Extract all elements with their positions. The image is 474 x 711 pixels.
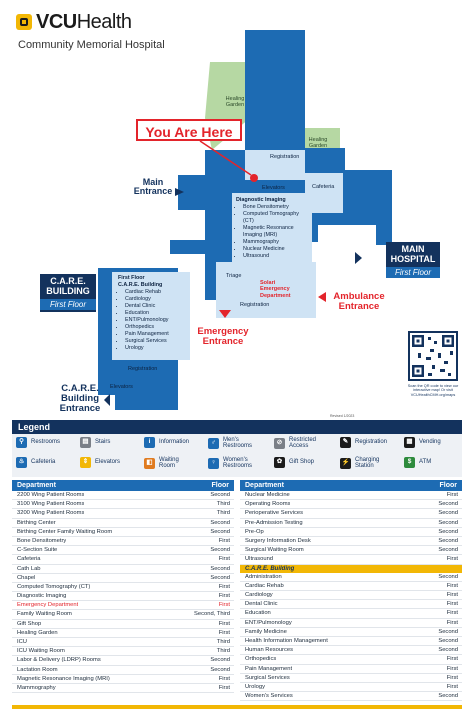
department-name: Nuclear Medicine xyxy=(245,492,290,498)
floor-value: Second xyxy=(210,528,230,535)
table-row xyxy=(240,555,462,564)
legend-label: Restrooms xyxy=(31,439,61,446)
directory-care-rows xyxy=(240,573,462,702)
table-row xyxy=(12,546,234,555)
charging-icon: ⚡ xyxy=(340,458,351,469)
list-item: • Cardiac Rehab xyxy=(125,289,190,296)
department-name: Surgical Waiting Room xyxy=(245,547,304,554)
qr-code-pattern xyxy=(410,333,456,379)
department-name: Dental Clinic xyxy=(245,601,278,608)
legend-item xyxy=(144,457,179,470)
table-row xyxy=(240,600,462,609)
department-name: Urology xyxy=(245,683,265,690)
department-name: ICU Waiting Room xyxy=(17,648,65,655)
table-row xyxy=(240,591,462,600)
floor-value: First xyxy=(446,674,458,681)
floor-value: Second xyxy=(438,638,458,644)
diagnostic-imaging-list xyxy=(236,197,310,260)
care-services-items xyxy=(118,289,190,352)
department-name: Orthopedics xyxy=(245,656,277,663)
department-name: Mammography xyxy=(17,684,56,691)
department-name: Computed Tomography (CT) xyxy=(17,583,91,590)
table-row xyxy=(240,519,462,528)
emergency-entrance-label: Emergency Entrance xyxy=(197,326,249,347)
department-name: 3200 Wing Patient Rooms xyxy=(17,510,85,517)
directory-left-header xyxy=(12,480,234,491)
department-name: Cardiology xyxy=(245,592,273,599)
department-name: Magnetic Resonance Imaging (MRI) xyxy=(17,675,110,682)
floor-value: First xyxy=(218,684,230,691)
floor-value: Second xyxy=(210,519,230,526)
legend-item xyxy=(144,437,189,448)
department-name: Ultrasound xyxy=(245,556,274,563)
table-row xyxy=(12,638,234,647)
table-row xyxy=(240,637,462,646)
table-row xyxy=(12,519,234,528)
vending-icon: ▦ xyxy=(404,437,415,448)
map-footnote: Revised 1/2023 xyxy=(330,414,355,418)
gift-shop-icon: ✿ xyxy=(274,457,285,468)
department-name: ENT/Pulmonology xyxy=(245,619,292,626)
department-name: Operating Rooms xyxy=(245,501,291,508)
floor-value: First xyxy=(446,656,458,663)
floor-value: Third xyxy=(216,639,230,645)
floor-value: Second xyxy=(438,519,458,526)
list-item: • Ultrasound xyxy=(243,253,310,260)
main-first-floor-label: First Floor xyxy=(386,267,440,278)
table-row xyxy=(240,692,462,701)
directory-right-table xyxy=(240,480,462,701)
care-building-box xyxy=(40,274,96,312)
floor-value: First xyxy=(446,592,458,599)
cafeteria-icon: ♨ xyxy=(16,457,27,468)
elevators-label-care: Elevators xyxy=(110,384,133,390)
care-first-floor-label: First Floor xyxy=(40,299,96,310)
floor-value: Second xyxy=(438,547,458,554)
legend-label: Registration xyxy=(355,439,388,446)
table-row xyxy=(12,601,234,610)
floor-value: Second xyxy=(438,628,458,635)
list-item: • Computed Tomography (CT) xyxy=(243,211,310,225)
department-name: Gift Shop xyxy=(17,620,42,627)
legend-item xyxy=(208,437,252,450)
hospital-name: Community Memorial Hospital xyxy=(18,39,165,51)
legend-label: Restricted Access xyxy=(289,437,317,450)
legend-item xyxy=(80,437,110,448)
floor-value: First xyxy=(446,601,458,608)
floor-value: Second xyxy=(438,693,458,700)
ambulance-entrance-label: Ambulance Entrance xyxy=(333,291,385,312)
elevator-icon: ⇕ xyxy=(80,457,91,468)
list-item: • Magnetic Resonance Imaging (MRI) xyxy=(243,225,310,239)
list-item: • Orthopedics xyxy=(125,324,190,331)
legend-item xyxy=(404,437,441,448)
legend-item xyxy=(80,457,120,468)
floor-column-header: Floor xyxy=(439,482,457,489)
floor-value: Second, Third xyxy=(194,611,230,618)
table-row xyxy=(240,528,462,537)
department-name: Birthing Center xyxy=(17,519,56,526)
you-are-here-label: You Are Here xyxy=(136,119,242,141)
restroom-icon: ⚲ xyxy=(16,437,27,448)
waiting-room-icon: ◧ xyxy=(144,458,155,469)
mens-restroom-icon: ♂ xyxy=(208,438,219,449)
main-hospital-arrow xyxy=(355,252,362,264)
floor-value: First xyxy=(218,556,230,563)
ambulance-arrow xyxy=(318,292,326,302)
table-row xyxy=(240,619,462,628)
legend xyxy=(12,420,462,477)
directory-right-header xyxy=(240,480,462,491)
table-row xyxy=(12,528,234,537)
legend-item xyxy=(16,437,60,448)
atm-icon: $ xyxy=(404,457,415,468)
department-name: Diagnostic Imaging xyxy=(17,593,67,600)
floor-value: First xyxy=(218,602,230,609)
table-row xyxy=(240,628,462,637)
main-entrance-label: Main Entrance xyxy=(133,177,173,197)
department-name: Chapel xyxy=(17,574,36,581)
care-services-list xyxy=(118,275,190,352)
brand-name: VCUHealth xyxy=(36,11,132,33)
floor-value: Second xyxy=(438,573,458,580)
qr-code[interactable] xyxy=(408,331,458,381)
table-row xyxy=(240,537,462,546)
list-item: • Mammography xyxy=(243,239,310,246)
floor-value: First xyxy=(218,537,230,544)
legend-item xyxy=(16,457,55,468)
floor-value: Second xyxy=(210,657,230,664)
floor-value: First xyxy=(446,610,458,617)
floor-value: First xyxy=(446,492,458,498)
you-are-here-marker xyxy=(250,174,258,182)
diagnostic-imaging-heading: Diagnostic Imaging xyxy=(236,197,286,203)
table-row xyxy=(12,509,234,518)
floor-value: First xyxy=(446,582,458,589)
department-name: Birthing Center Family Waiting Room xyxy=(17,528,113,535)
floor-value: First xyxy=(446,665,458,672)
cafeteria-label: Cafeteria xyxy=(312,184,335,190)
table-row xyxy=(12,592,234,601)
care-list-heading-building: C.A.R.E. Building xyxy=(118,282,163,289)
table-row xyxy=(12,620,234,629)
table-row xyxy=(12,555,234,564)
legend-title: Legend xyxy=(12,420,462,434)
qr-caption: Scan the QR code to view our interactive map! Or visit VCUHealthCMH.org/maps xyxy=(407,384,459,397)
list-item: • Urology xyxy=(125,345,190,352)
table-row xyxy=(12,610,234,619)
floor-column-header: Floor xyxy=(211,482,229,489)
legend-label: Elevators xyxy=(95,459,121,466)
department-name: Women's Services xyxy=(245,693,293,700)
department-name: Lactation Room xyxy=(17,666,58,673)
solari-emergency-label: Solari Emergency Department xyxy=(260,280,291,299)
department-name: Perioperative Services xyxy=(245,510,303,517)
triage-label: Triage xyxy=(226,273,242,279)
floor-value: Second xyxy=(438,528,458,535)
floor-value: Second xyxy=(210,565,230,572)
connecting-corridor xyxy=(170,240,210,254)
department-name: 2200 Wing Patient Rooms xyxy=(17,492,85,498)
department-directory xyxy=(12,480,462,705)
table-row xyxy=(240,655,462,664)
floor-value: Second xyxy=(210,574,230,581)
care-building-entrance-label: C.A.R.E. Building Entrance xyxy=(59,383,101,414)
main-hospital-title: MAIN HOSPITAL xyxy=(390,244,436,264)
healing-garden-label-right: Healing Garden xyxy=(308,137,328,150)
registration-label-care: Registration xyxy=(128,366,158,372)
legend-label: Gift Shop xyxy=(289,459,315,466)
department-name: Human Resources xyxy=(245,647,294,654)
table-row xyxy=(12,491,234,500)
floor-value: Third xyxy=(216,501,230,508)
stairs-icon: ▤ xyxy=(80,437,91,448)
table-row xyxy=(240,500,462,509)
department-name: Administration xyxy=(245,573,282,580)
legend-item xyxy=(340,437,387,448)
department-column-header: Department xyxy=(245,482,284,489)
table-row xyxy=(240,491,462,500)
main-hospital-box xyxy=(386,242,440,277)
floor-value: Third xyxy=(216,510,230,517)
department-name: Pre-Admission Testing xyxy=(245,519,303,526)
department-name: Family Waiting Room xyxy=(17,611,72,618)
registration-label-mid: Registration xyxy=(240,302,270,308)
restricted-icon: ⊘ xyxy=(274,438,285,449)
womens-restroom-icon: ♀ xyxy=(208,458,219,469)
floor-value: Second xyxy=(438,647,458,654)
table-row xyxy=(240,683,462,692)
floor-value: First xyxy=(446,619,458,626)
directory-right-rows xyxy=(240,491,462,565)
department-name: Emergency Department xyxy=(17,602,79,609)
department-name: Cafeteria xyxy=(17,556,41,563)
department-name: Education xyxy=(245,610,271,617)
department-name: Labor & Delivery (LDRP) Rooms xyxy=(17,657,101,664)
department-name: Healing Garden xyxy=(17,629,58,636)
floor-value: Second xyxy=(438,537,458,544)
department-name: ICU xyxy=(17,639,27,645)
floor-value: Second xyxy=(438,501,458,508)
floor-value: First xyxy=(218,583,230,590)
department-name: Health Information Management xyxy=(245,638,328,644)
department-name: Cath Lab xyxy=(17,565,41,572)
table-row xyxy=(12,675,234,684)
floor-value: Second xyxy=(438,510,458,517)
department-name: Family Medicine xyxy=(245,628,287,635)
care-list-heading-floor: First Floor xyxy=(118,275,145,281)
table-row xyxy=(12,500,234,509)
bottom-accent-bar xyxy=(12,705,462,709)
department-name: Pre-Op xyxy=(245,528,264,535)
legend-label: Vending xyxy=(419,439,441,446)
floor-value: Second xyxy=(210,492,230,498)
table-row xyxy=(240,546,462,555)
table-row xyxy=(12,666,234,675)
department-name: Pain Management xyxy=(245,665,293,672)
floor-value: First xyxy=(218,620,230,627)
department-name: Surgical Services xyxy=(245,674,290,681)
list-item: • Nuclear Medicine xyxy=(243,246,310,253)
department-name: Bone Densitometry xyxy=(17,537,67,544)
legend-item xyxy=(274,437,316,450)
care-building-title: C.A.R.E. BUILDING xyxy=(46,276,90,296)
table-row xyxy=(240,646,462,655)
floor-value: First xyxy=(218,593,230,600)
diagnostic-imaging-items xyxy=(236,204,310,260)
table-row xyxy=(240,509,462,518)
legend-item xyxy=(208,457,252,470)
legend-label: Men's Restrooms xyxy=(223,437,253,450)
table-row xyxy=(240,582,462,591)
table-row xyxy=(12,583,234,592)
floor-value: First xyxy=(446,556,458,563)
legend-grid xyxy=(12,434,462,477)
legend-label: Charging Station xyxy=(355,457,380,470)
table-row xyxy=(240,665,462,674)
legend-item xyxy=(404,457,431,468)
list-item: • Bone Densitometry xyxy=(243,204,310,211)
registration-label-top: Registration xyxy=(270,154,300,160)
directory-left-rows xyxy=(12,491,234,693)
department-column-header: Department xyxy=(17,482,56,489)
list-item: • ENT/Pulmonology xyxy=(125,317,190,324)
floor-value: First xyxy=(446,683,458,690)
table-row xyxy=(12,574,234,583)
table-row xyxy=(12,537,234,546)
legend-label: Waiting Room xyxy=(159,457,179,470)
care-entrance-arrow xyxy=(104,394,110,406)
department-name: Surgery Information Desk xyxy=(245,537,311,544)
floor-value: Second xyxy=(210,666,230,673)
info-icon: i xyxy=(144,437,155,448)
table-row xyxy=(12,629,234,638)
list-item: • Dental Clinic xyxy=(125,303,190,310)
legend-item xyxy=(274,457,314,468)
department-name: 3100 Wing Patient Rooms xyxy=(17,501,85,508)
cafeteria-zone xyxy=(305,173,343,213)
legend-label: Women's Restrooms xyxy=(223,457,253,470)
legend-item xyxy=(340,457,379,470)
table-row xyxy=(240,674,462,683)
table-row xyxy=(240,573,462,582)
list-item: • Cardiology xyxy=(125,296,190,303)
floor-value: First xyxy=(218,629,230,636)
list-item: • Pain Management xyxy=(125,331,190,338)
table-row xyxy=(12,565,234,574)
table-row xyxy=(240,609,462,618)
elevators-label-top: Elevators xyxy=(262,185,285,191)
legend-label: Stairs xyxy=(95,439,111,446)
department-name: C-Section Suite xyxy=(17,547,58,554)
table-row xyxy=(12,647,234,656)
legend-label: ATM xyxy=(419,459,432,466)
floor-value: Second xyxy=(210,547,230,554)
department-name: Cardiac Rehab xyxy=(245,582,284,589)
table-row xyxy=(12,684,234,693)
care-building-subheader: C.A.R.E. Building xyxy=(240,565,462,573)
floor-value: Third xyxy=(216,648,230,655)
list-item: • Education xyxy=(125,310,190,317)
healing-garden-label-top: Healing Garden xyxy=(225,96,245,109)
legend-label: Information xyxy=(159,439,190,446)
table-row xyxy=(12,656,234,665)
floor-value: First xyxy=(218,675,230,682)
legend-label: Cafeteria xyxy=(31,459,56,466)
directory-left-table xyxy=(12,480,234,693)
list-item: • Surgical Services xyxy=(125,338,190,345)
registration-icon: ✎ xyxy=(340,437,351,448)
